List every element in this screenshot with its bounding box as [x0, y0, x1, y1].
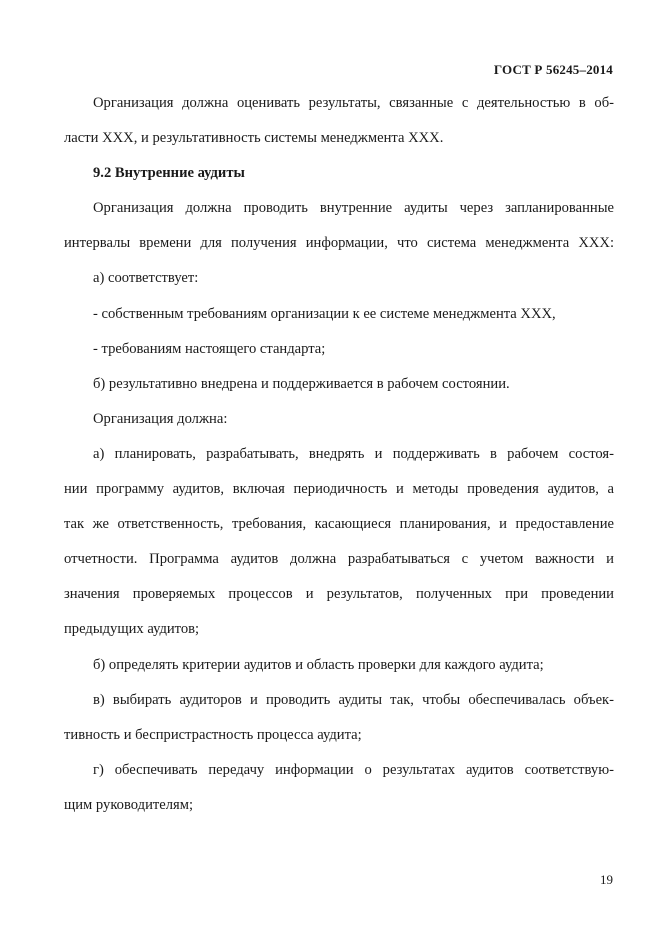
text-line: б) определять критерии аудитов и область проверки для каждого аудита;: [93, 656, 544, 673]
text-line: так же ответственность, требования, касающиеся планирования, и предоставление: [64, 516, 614, 533]
text-line: - требованиям настоящего стандарта;: [93, 340, 326, 357]
text-line: Организация должна:: [93, 410, 228, 427]
text-line: нии программу аудитов, включая периодичность и методы проведения аудитов, а: [64, 481, 614, 498]
section-heading: 9.2 Внутренние аудиты: [93, 165, 245, 182]
text-line: тивность и беспристрастность процесса аудита;: [64, 726, 362, 743]
text-line: - собственным требованиям организации к ее системе менеджмента XXX,: [93, 305, 556, 322]
text-line: ласти XXX, и результативность системы менеджмента XXX.: [64, 130, 444, 147]
document-header-standard: ГОСТ Р 56245–2014: [493, 62, 613, 77]
text-line: а) планировать, разрабатывать, внедрять и поддерживать в рабочем состоя-: [93, 445, 614, 462]
text-line: отчетности. Программа аудитов должна разрабатываться с учетом важности и: [64, 551, 614, 568]
text-line: в) выбирать аудиторов и проводить аудиты так, чтобы обеспечивалась объек-: [93, 691, 614, 708]
text-line: б) результативно внедрена и поддерживается в рабочем состоянии.: [93, 375, 510, 392]
text-line: г) обеспечивать передачу информации о результатах аудитов соответствую-: [93, 761, 614, 778]
document-body: [64, 86, 614, 823]
text-line: предыдущих аудитов;: [64, 621, 200, 638]
text-line: значения проверяемых процессов и результатов, полученных при проведении: [64, 586, 614, 603]
text-line: интервалы времени для получения информации, что система менеджмента XXX:: [64, 235, 614, 252]
text-line: Организация должна проводить внутренние аудиты через запланированные: [93, 200, 614, 217]
text-line: а) соответствует:: [93, 270, 199, 287]
text-line: щим руководителям;: [64, 796, 194, 813]
text-line: Организация должна оценивать результаты, связанные с деятельностью в об-: [93, 95, 614, 111]
page-number: 19: [600, 872, 613, 887]
